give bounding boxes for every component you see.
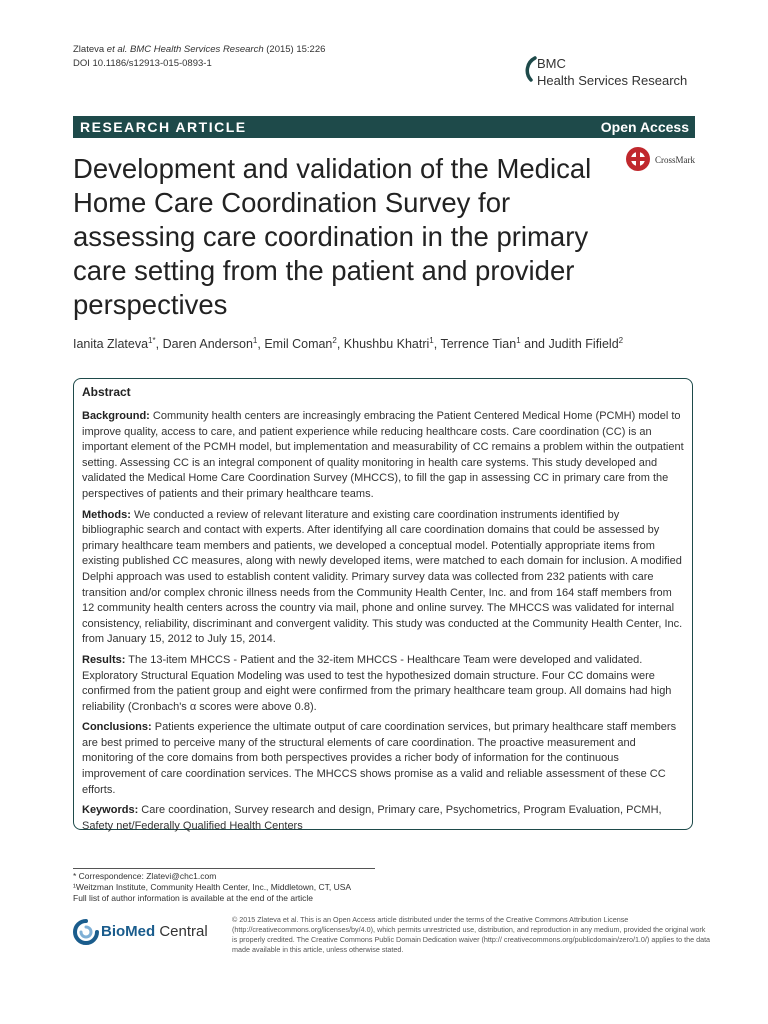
bmc-logo-line2: Health Services Research — [537, 73, 688, 88]
author: Terrence Tian — [440, 337, 517, 352]
author-affiliation: 1 — [429, 336, 434, 345]
abstract-box — [73, 378, 693, 830]
crossmark-badge[interactable] — [625, 146, 705, 174]
bmc-logo-line1: BMC — [537, 56, 566, 71]
section-label: Results: — [82, 653, 126, 666]
citation-authors: Zlateva — [73, 44, 107, 55]
author: Daren Anderson — [162, 337, 253, 352]
abstract-results — [82, 653, 684, 715]
open-access-label: Open Access — [600, 119, 689, 135]
biomed-text: BioMed — [101, 923, 156, 940]
abstract-heading: Abstract — [82, 385, 131, 399]
author-affiliation: 1 — [252, 336, 258, 345]
section-text: Patients experience the ultimate output of care coordination services, but primary healthcare staff members are best primed to perceive many of the structural elements of care coordination. The proactive measurement and monitoring of the core domains from both perspectives provides a richer body of information for the continuous improvement of care coordination services. The MHCCS shows promise as a valid and reliable assessment of these CC efforts. — [82, 721, 677, 796]
section-label: Background: — [82, 410, 150, 422]
author-info-note: Full list of author information is available at the end of the article — [73, 893, 314, 903]
section-text: Community health centers are increasingly embracing the Patient Centered Medical Home (PCMH) model to improve quality, access to care, and patient experience while reducing healthcare costs. Care coordination (CC) is an important element of the PCMH model, but implementation and measurability of CC remains a problem within the outpatient setting. Assessing CC is an integral component of quality monitoring in health care systems. This study developed and validated the Medical Home Care Coordination Survey (MHCCS), to fill the gap in assessing CC in primary care from the perspectives of patients and their primary healthcare teams. — [82, 410, 684, 500]
citation-header — [73, 43, 325, 71]
doi: DOI 10.1186/s12913-015-0893-1 — [73, 58, 212, 69]
footnote-divider — [73, 868, 375, 869]
author-affiliation: 1 — [516, 336, 521, 345]
author: Judith Fifield — [548, 337, 619, 352]
section-text: The 13-item MHCCS - Patient and the 32-item MHCCS - Healthcare Team were developed and validated. Exploratory Structural Equation Modeling was used to test the hypothesized domain structure. Four CC domains were confirmed from the patient group and eight were confirmed from the primary healthcare team group. All domains had high reliability (Cronbach's α scores were above 0.8). — [82, 653, 672, 713]
central-text: Central — [155, 923, 208, 940]
section-label: Methods: — [82, 508, 131, 521]
footnotes — [73, 871, 351, 904]
bmc-journal-logo — [525, 54, 705, 94]
section-text: We conducted a review of relevant literature and existing care coordination instruments identified by bibliographic search and contact with experts. After identifying all care coordination domains that could be assessed by primary healthcare team members and patients, we developed a conceptual model. Potentially appropriate items from existing published CC measures, along with newly developed items, were matched to each domain for inclusion. A modified Delphi approach was used to establish content validity. Primary survey data was collected from 232 patients with care transition and/or complex chronic illness needs from the Community Health Center, Inc. and from 164 staff members from 12 community health centers across the country via mail, phone and online survey. The MHCCS was validated for internal consistency, reliability, discriminant and convergent validity. This study was conducted at the Community Health Center, Inc. from January 15, 2012 to July 15, 2014. — [82, 508, 683, 646]
biomed-central-wordmark — [101, 923, 208, 940]
crossmark-icon — [625, 146, 651, 172]
author-affiliation: 2 — [332, 336, 337, 345]
abstract-methods — [82, 508, 684, 648]
biomed-central-logo — [73, 917, 223, 949]
abstract-background — [82, 409, 684, 503]
citation-year-volume: (2015) 15:226 — [263, 44, 326, 55]
section-text: Care coordination, Survey research and design, Primary care, Psychometrics, Program Evaluation, PCMH, Safety net/Federally Qualified Health Centers — [82, 804, 662, 832]
author-affiliation: 2 — [618, 336, 624, 345]
section-label: Conclusions: — [82, 721, 152, 734]
author-affiliation: 1* — [148, 336, 156, 345]
affiliation-note: ¹Weitzman Institute, Community Health Center, Inc., Middletown, CT, USA — [73, 882, 352, 892]
author: Emil Coman — [264, 337, 333, 352]
citation-line — [73, 43, 325, 57]
correspondence-note: * Correspondence: Zlatevi@chc1.com — [73, 871, 217, 881]
license-statement: © 2015 Zlateva et al. This is an Open Access article distributed under the terms of the Creative Commons Attribution License (http://creativecommons.org/licenses/by/4.0), which permits unrestricted use, distribution, and reproduction in any medium, provided the original work is properly credited. The Creative Commons Public Domain Dedication waiver (http:// creativecommons.org/publicdomain/zero/1.0/) applies to the data made available in this article, unless otherwise stated. — [232, 915, 711, 954]
section-label: Keywords: — [82, 804, 139, 817]
article-type-banner — [73, 116, 695, 138]
abstract-keywords — [82, 803, 684, 834]
author: Khushbu Khatri — [343, 337, 430, 352]
citation-journal: et al. BMC Health Services Research — [106, 44, 264, 55]
research-article-label: RESEARCH ARTICLE — [80, 119, 247, 135]
article-title: Development and validation of the Medical Home Care Coordination Survey for assessing care coordination in the primary care setting from the patient and provider perspectives — [73, 153, 592, 320]
author: Ianita Zlateva — [73, 337, 149, 352]
author-list: Ianita Zlateva$^{1*}$, Daren Anderson$^1$, Emil Coman$^2$, Khushbu Khatri$^1$, Terrence Tian$^1$ and Judith Fifield$^2$ — [73, 336, 624, 352]
abstract-conclusions — [82, 720, 684, 798]
crossmark-label: CrossMark — [655, 155, 695, 165]
biomed-central-icon — [73, 919, 99, 945]
